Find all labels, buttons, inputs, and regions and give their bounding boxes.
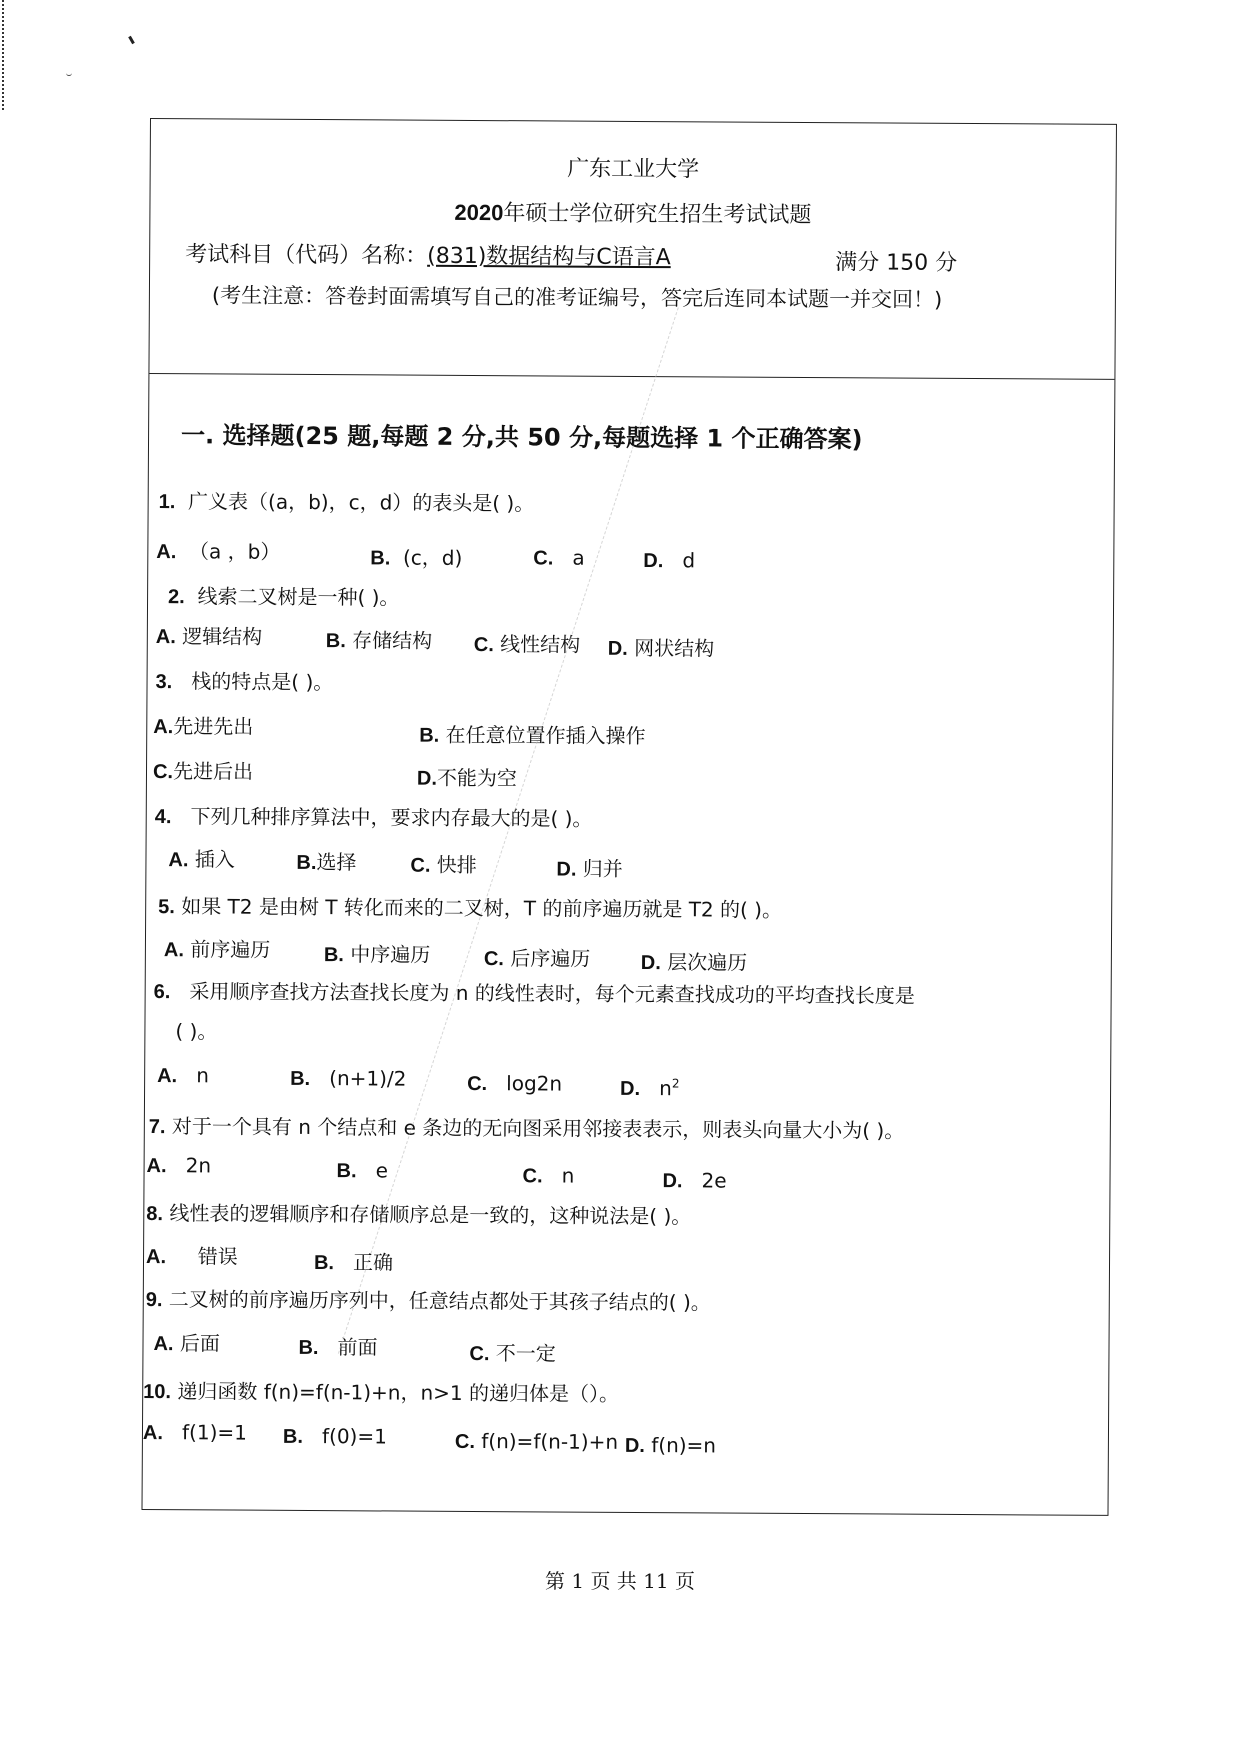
option-label: A.	[156, 541, 177, 564]
option-text: 先进先出	[173, 714, 254, 739]
option-label: B.	[313, 1252, 335, 1275]
option-text: 层次遍历	[667, 950, 748, 975]
option-b	[324, 938, 431, 968]
option-a	[168, 843, 235, 872]
option-a	[153, 710, 253, 740]
exam-header	[149, 119, 1116, 380]
option-text: f(1)=1	[181, 1420, 247, 1445]
question-number: 6.	[153, 981, 171, 1004]
question-number: 10.	[143, 1380, 172, 1404]
subject-code-name: (831)数据结构与C语言A	[427, 243, 671, 271]
option-b	[370, 541, 462, 571]
option-c	[153, 755, 253, 785]
option-a	[164, 933, 271, 963]
option-label: C.	[467, 1072, 488, 1096]
question-number: 5.	[158, 896, 175, 919]
question-text: 采用顺序查找方法查找长度为 n 的线性表时，每个元素查找成功的平均查找长度是	[189, 979, 915, 1008]
question-3	[155, 665, 333, 695]
question-1	[159, 485, 535, 516]
option-a	[156, 620, 263, 650]
option-label: D.	[640, 952, 661, 975]
question-text: 下列几种排序算法中，要求内存最大的是( )。	[190, 804, 593, 831]
scan-speck	[128, 36, 135, 44]
option-label: D.	[620, 1077, 641, 1101]
option-label: A.	[153, 716, 174, 739]
option-label: C.	[533, 547, 554, 570]
option-label: D.	[416, 767, 438, 790]
option-c	[533, 545, 584, 570]
question-number: 1.	[158, 491, 176, 514]
exam-year: 2020	[454, 199, 504, 226]
option-text: (c，d)	[402, 545, 463, 570]
option-a	[143, 1420, 247, 1446]
option-text: 归并	[582, 856, 623, 881]
option-text: 插入	[194, 847, 235, 872]
option-text: 网状结构	[634, 635, 715, 661]
option-b	[290, 1066, 406, 1092]
option-text: d	[682, 548, 696, 573]
page-footer: 第 1 页 共 11 页	[545, 1569, 695, 1593]
option-text: （a ，b）	[188, 539, 281, 564]
option-label: C.	[473, 633, 494, 657]
option-text: 先进后出	[172, 759, 254, 784]
option-label: B.	[282, 1425, 304, 1448]
question-text: 二叉树的前序遍历序列中，任意结点都处于其孩子结点的( )。	[168, 1287, 711, 1315]
option-c	[410, 849, 477, 878]
question-text: 递归函数 f(n)=f(n-1)+n，n>1 的递归体是（）。	[177, 1379, 620, 1406]
option-label: A.	[168, 849, 189, 872]
option-label: B.	[290, 1067, 311, 1090]
exam-title	[150, 194, 1115, 231]
question-text: 如果 T2 是由树 T 转化而来的二叉树，T 的前序遍历就是 T2 的( )。	[181, 894, 783, 922]
option-label: A.	[146, 1154, 167, 1178]
option-text: 逻辑结构	[182, 624, 263, 649]
option-label: B.	[323, 944, 344, 967]
question-text: 广义表（(a，b)，c，d）的表头是( )。	[187, 489, 535, 516]
option-text: 不能为空	[436, 765, 518, 791]
option-a	[153, 1327, 220, 1356]
option-text: 后面	[179, 1331, 220, 1356]
scan-speck	[66, 72, 72, 76]
option-label: B.	[336, 1160, 357, 1183]
superscript-exponent: 2	[671, 1076, 680, 1091]
option-b	[283, 1424, 387, 1450]
option-label: A.	[145, 1245, 167, 1269]
option-label: C.	[469, 1342, 490, 1366]
question-number: 3.	[155, 671, 173, 694]
option-text: 在任意位置作插入操作	[445, 722, 646, 749]
question-number: 2.	[168, 586, 185, 609]
option-text: n	[561, 1163, 575, 1188]
question-text: 线性表的逻辑顺序和存储顺序总是一致的，这种说法是( )。	[169, 1201, 692, 1229]
question-text: 栈的特点是( )。	[191, 669, 334, 695]
option-text: n	[196, 1063, 209, 1088]
exam-title-text: 年硕士学位研究生招生考试试题	[503, 201, 812, 229]
subject-label: 考试科目（代码）名称：	[185, 242, 428, 269]
option-text: log2n	[506, 1071, 563, 1096]
option-b	[326, 624, 433, 654]
option-a	[146, 1240, 238, 1270]
option-label: A.	[163, 939, 184, 962]
option-label: A.	[157, 1065, 178, 1088]
option-label: B.	[298, 1336, 319, 1360]
option-b	[296, 846, 356, 875]
option-label: B.	[370, 547, 391, 570]
subject-row	[185, 237, 1085, 276]
option-label: C.	[522, 1165, 543, 1188]
option-label: B.	[296, 851, 317, 875]
option-label: C.	[152, 761, 174, 784]
option-label: B.	[419, 724, 440, 747]
option-text: 后序遍历	[510, 946, 591, 971]
option-label: D.	[607, 637, 628, 660]
option-label: D.	[556, 858, 577, 881]
option-text: (n+1)/2	[329, 1066, 407, 1091]
question-2	[168, 580, 400, 610]
question-number: 9.	[145, 1288, 163, 1312]
option-d	[417, 762, 517, 792]
option-text: a	[572, 545, 585, 570]
option-label: C.	[454, 1430, 475, 1454]
university-name: 广东工业大学	[567, 156, 700, 183]
option-text: f(0)=1	[321, 1424, 387, 1449]
option-a	[147, 1153, 212, 1178]
option-label: A.	[155, 626, 176, 649]
option-label: D.	[643, 550, 664, 573]
option-text: 中序遍历	[350, 942, 431, 967]
option-text: 正确	[353, 1250, 394, 1275]
option-text: f(n)=n	[651, 1433, 717, 1458]
option-text: n	[659, 1076, 672, 1101]
full-score: 满分 150 分	[835, 250, 958, 276]
option-text: 线性结构	[500, 632, 581, 657]
option-text: 2n	[185, 1153, 212, 1178]
question-text: 线索二叉树是一种( )。	[197, 584, 400, 610]
option-text: 前序遍历	[190, 937, 271, 962]
question-number: 8.	[146, 1202, 164, 1226]
question-number: 4.	[154, 806, 172, 829]
section-title: 一. 选择题(25 题,每题 2 分,共 50 分,每题选择 1 个正确答案)	[180, 421, 863, 454]
question-number: 7.	[148, 1116, 166, 1139]
option-a	[157, 1063, 209, 1088]
option-label: A.	[153, 1333, 174, 1356]
option-text: 不一定	[495, 1341, 556, 1366]
scan-edge-mark	[2, 0, 6, 110]
option-label: A.	[142, 1421, 164, 1445]
option-text: 错误	[197, 1244, 238, 1269]
option-text: 选择	[316, 850, 357, 875]
candidate-notice: (考生注意：答卷封面需填写自己的准考证编号，答完后连同本试题一并交回！)	[211, 283, 943, 312]
option-label: B.	[325, 630, 346, 653]
option-label: D.	[662, 1170, 683, 1193]
option-label: D.	[624, 1434, 645, 1458]
option-text: 前面	[337, 1335, 378, 1360]
option-label: C.	[410, 854, 431, 877]
option-text: f(n)=f(n-1)+n	[481, 1429, 619, 1454]
option-text: 2e	[701, 1168, 727, 1193]
question-6-continuation: ( )。	[175, 1019, 218, 1044]
question-text: 对于一个具有 n 个结点和 e 条边的无向图采用邻接表表示，则表头向量大小为( )。	[171, 1114, 905, 1143]
option-b	[336, 1158, 388, 1183]
option-text: 快排	[436, 852, 477, 878]
option-label: C.	[483, 948, 504, 971]
option-text: 存储结构	[352, 628, 433, 653]
option-a	[156, 535, 280, 565]
option-text: e	[375, 1158, 389, 1183]
